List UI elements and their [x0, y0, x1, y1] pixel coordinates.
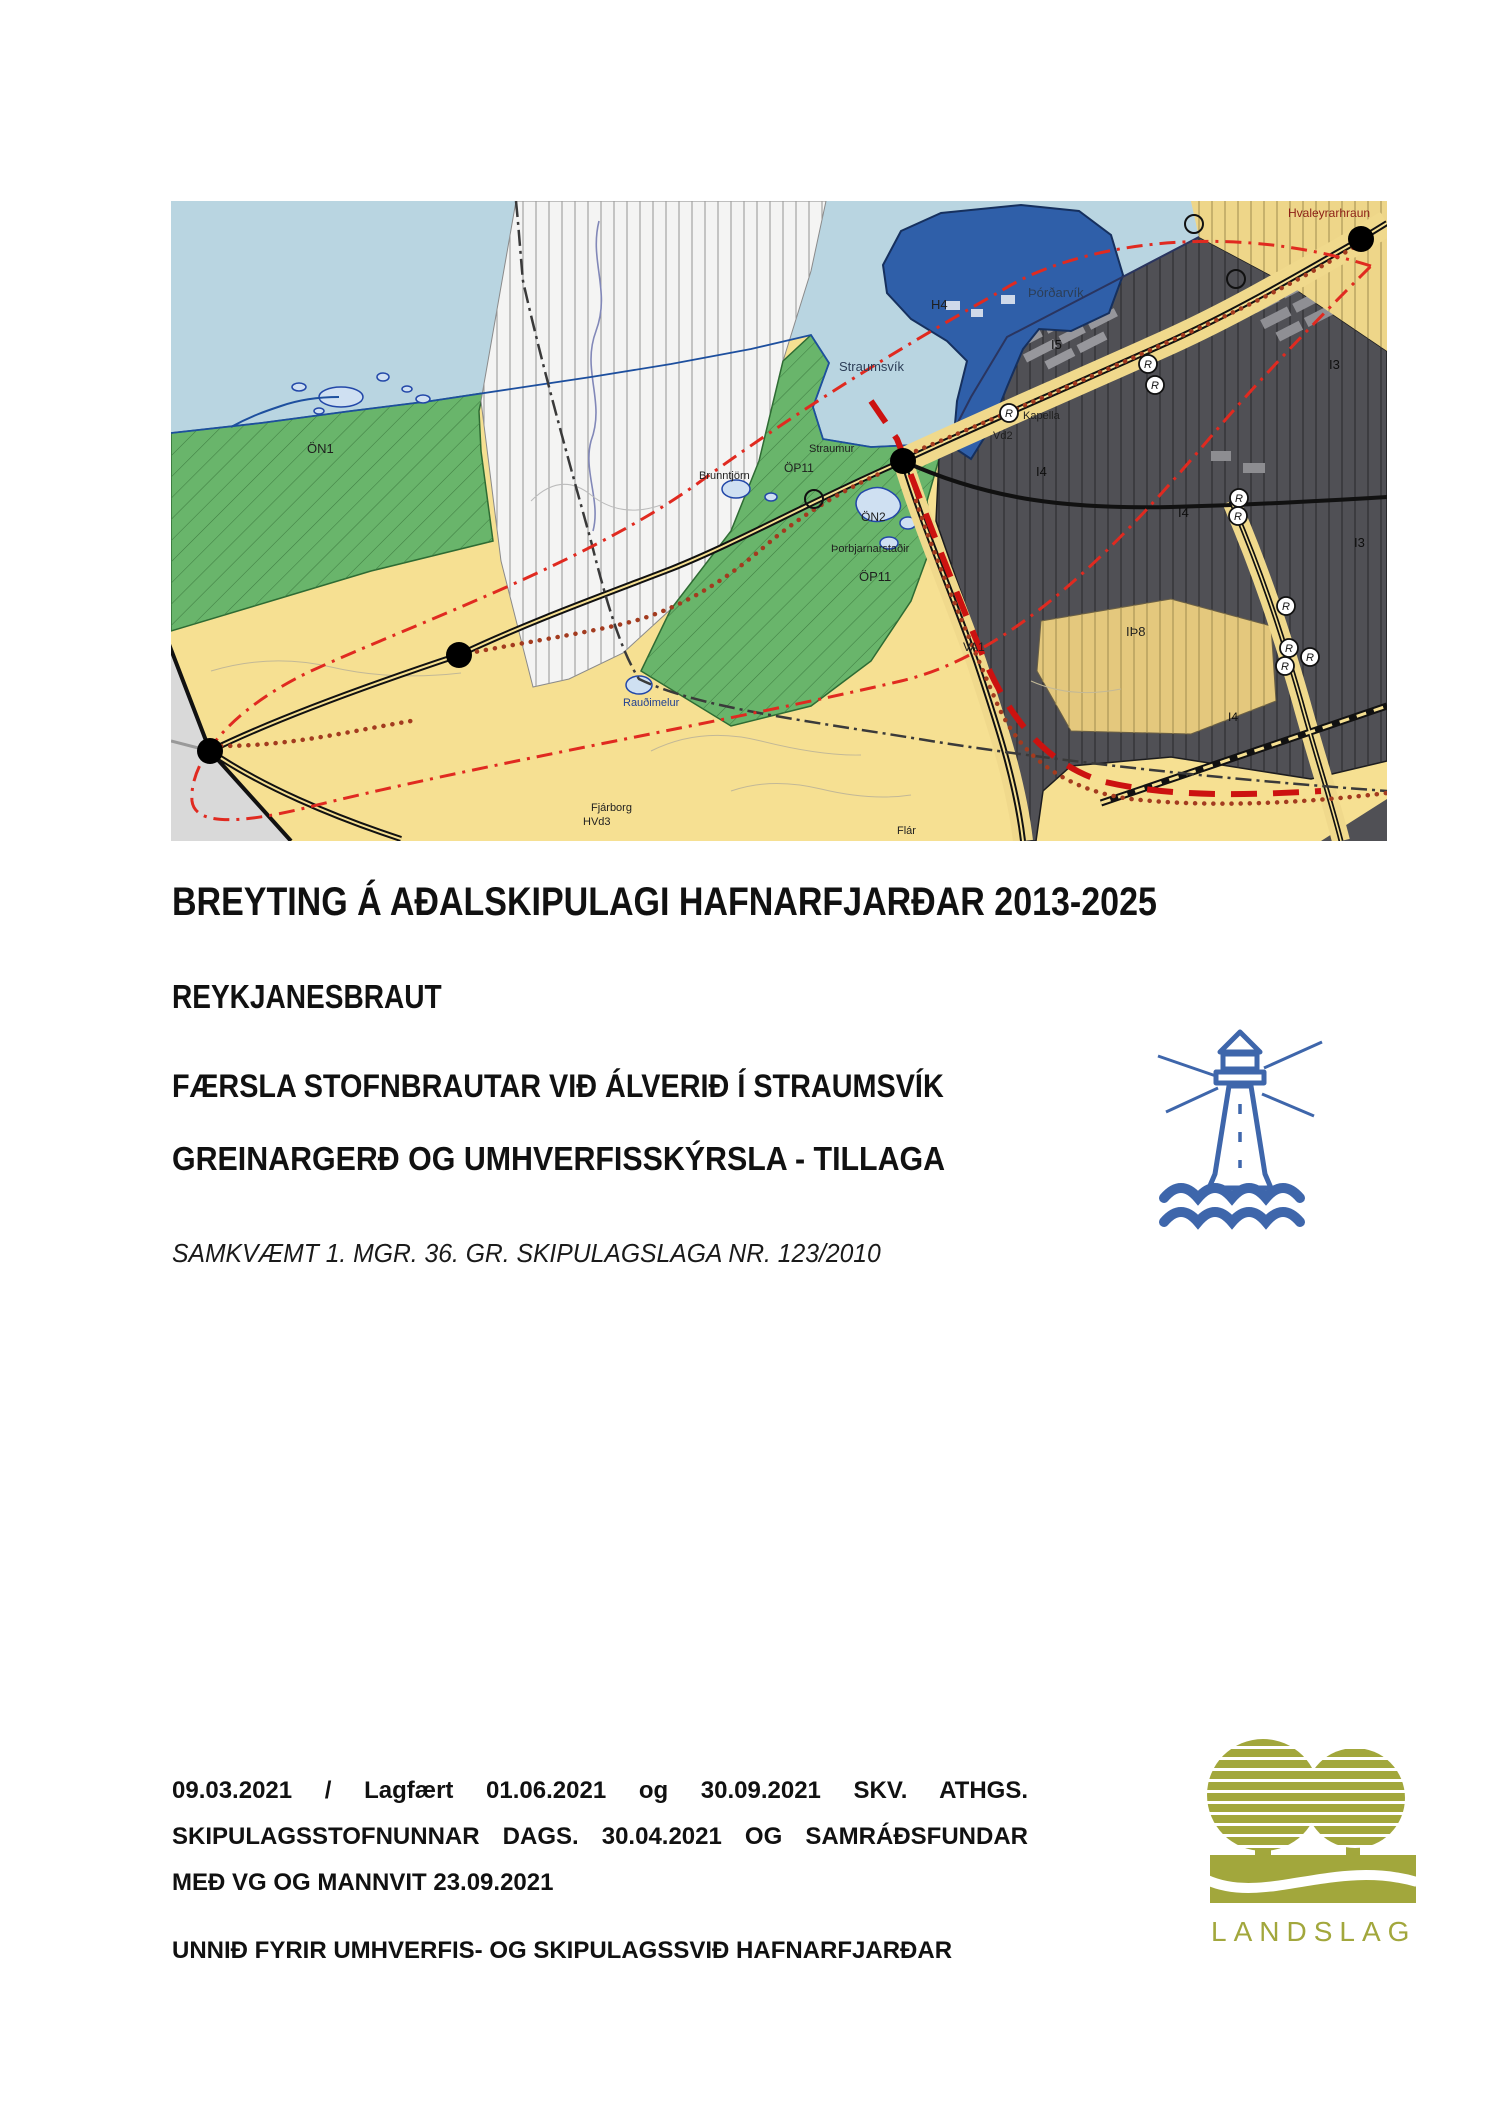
- subtitle-road: REYKJANESBRAUT: [172, 978, 442, 1015]
- revision-line: 09.03.2021 / Lagfært 01.06.2021 og 30.09.2021 SKV. ATHGS.: [172, 1777, 1028, 1804]
- svg-text:R: R: [1281, 661, 1289, 673]
- map-label: Straumsvík: [839, 359, 905, 374]
- svg-text:R: R: [1234, 511, 1242, 523]
- zoning-map: [171, 201, 1387, 841]
- map-label: Fjárborg: [591, 802, 632, 814]
- zoning-map-svg: [171, 201, 1387, 841]
- legal-reference: SAMKVÆMT 1. MGR. 36. GR. SKIPULAGSLAGA NR. 123/2010: [172, 1238, 881, 1268]
- map-label: Kapella: [1023, 410, 1060, 422]
- landslag-wordmark: LANDSLAG: [1211, 1916, 1417, 1947]
- svg-text:R: R: [1144, 359, 1152, 371]
- svg-text:R: R: [1282, 601, 1290, 613]
- subtitle-report: GREINARGERÐ OG UMHVERFISSKÝRSLA - TILLAGA: [172, 1140, 946, 1177]
- map-label: I4: [1036, 464, 1047, 479]
- map-label: Straumur: [809, 443, 855, 455]
- hafnarfjordur-lighthouse-logo: [1150, 1026, 1330, 1238]
- map-label: IÞ8: [1126, 624, 1146, 639]
- map-label: HVd3: [583, 816, 611, 828]
- map-label: I3: [1329, 357, 1340, 372]
- map-label: Vd2: [993, 430, 1013, 442]
- svg-text:R: R: [1005, 408, 1013, 420]
- map-label: VA1: [963, 640, 985, 654]
- svg-text:R: R: [1285, 643, 1293, 655]
- revision-block: [172, 1768, 1028, 1974]
- map-label: Flár: [897, 825, 916, 837]
- revision-line: MEÐ VG OG MANNVIT 23.09.2021: [172, 1869, 554, 1896]
- map-label: I4: [1228, 710, 1239, 724]
- page-title: BREYTING Á AÐALSKIPULAGI HAFNARFJARÐAR 2013-2025: [172, 880, 1157, 924]
- revision-line: SKIPULAGSSTOFNUNNAR DAGS. 30.04.2021 OG SAMRÁÐSFUNDAR: [172, 1823, 1028, 1850]
- tan-zone-ip8: [1037, 599, 1276, 734]
- subtitle-desc: FÆRSLA STOFNBRAUTAR VIÐ ÁLVERIÐ Í STRAUMSVÍK: [172, 1068, 944, 1104]
- svg-text:R: R: [1235, 493, 1243, 505]
- map-label: ÖP11: [784, 461, 814, 475]
- map-label: ÖN1: [307, 441, 334, 456]
- landslag-trees-icon: [1205, 1738, 1425, 1953]
- map-label: Rauðimelur: [623, 697, 680, 709]
- map-label: I4: [1178, 505, 1189, 520]
- map-label: I3: [1354, 535, 1365, 550]
- map-label: I5: [1051, 337, 1062, 352]
- client-line: UNNIÐ FYRIR UMHVERFIS- OG SKIPULAGSSVIÐ HAFNARFJARÐAR: [172, 1937, 953, 1964]
- map-label: Brunntjörn: [699, 470, 750, 482]
- landslag-logo: [1205, 1738, 1425, 1953]
- map-label: Hvaleyrarhraun: [1288, 206, 1371, 220]
- svg-text:R: R: [1151, 380, 1159, 392]
- map-label: ÖP11: [859, 569, 892, 584]
- lighthouse-icon: [1150, 1026, 1330, 1238]
- map-label: Þorbjarnarstaðir: [831, 543, 910, 555]
- map-label: ÖN2: [861, 510, 886, 524]
- svg-text:R: R: [1306, 652, 1314, 664]
- map-label: Þórðarvík: [1028, 285, 1084, 300]
- map-label: H4: [931, 297, 948, 312]
